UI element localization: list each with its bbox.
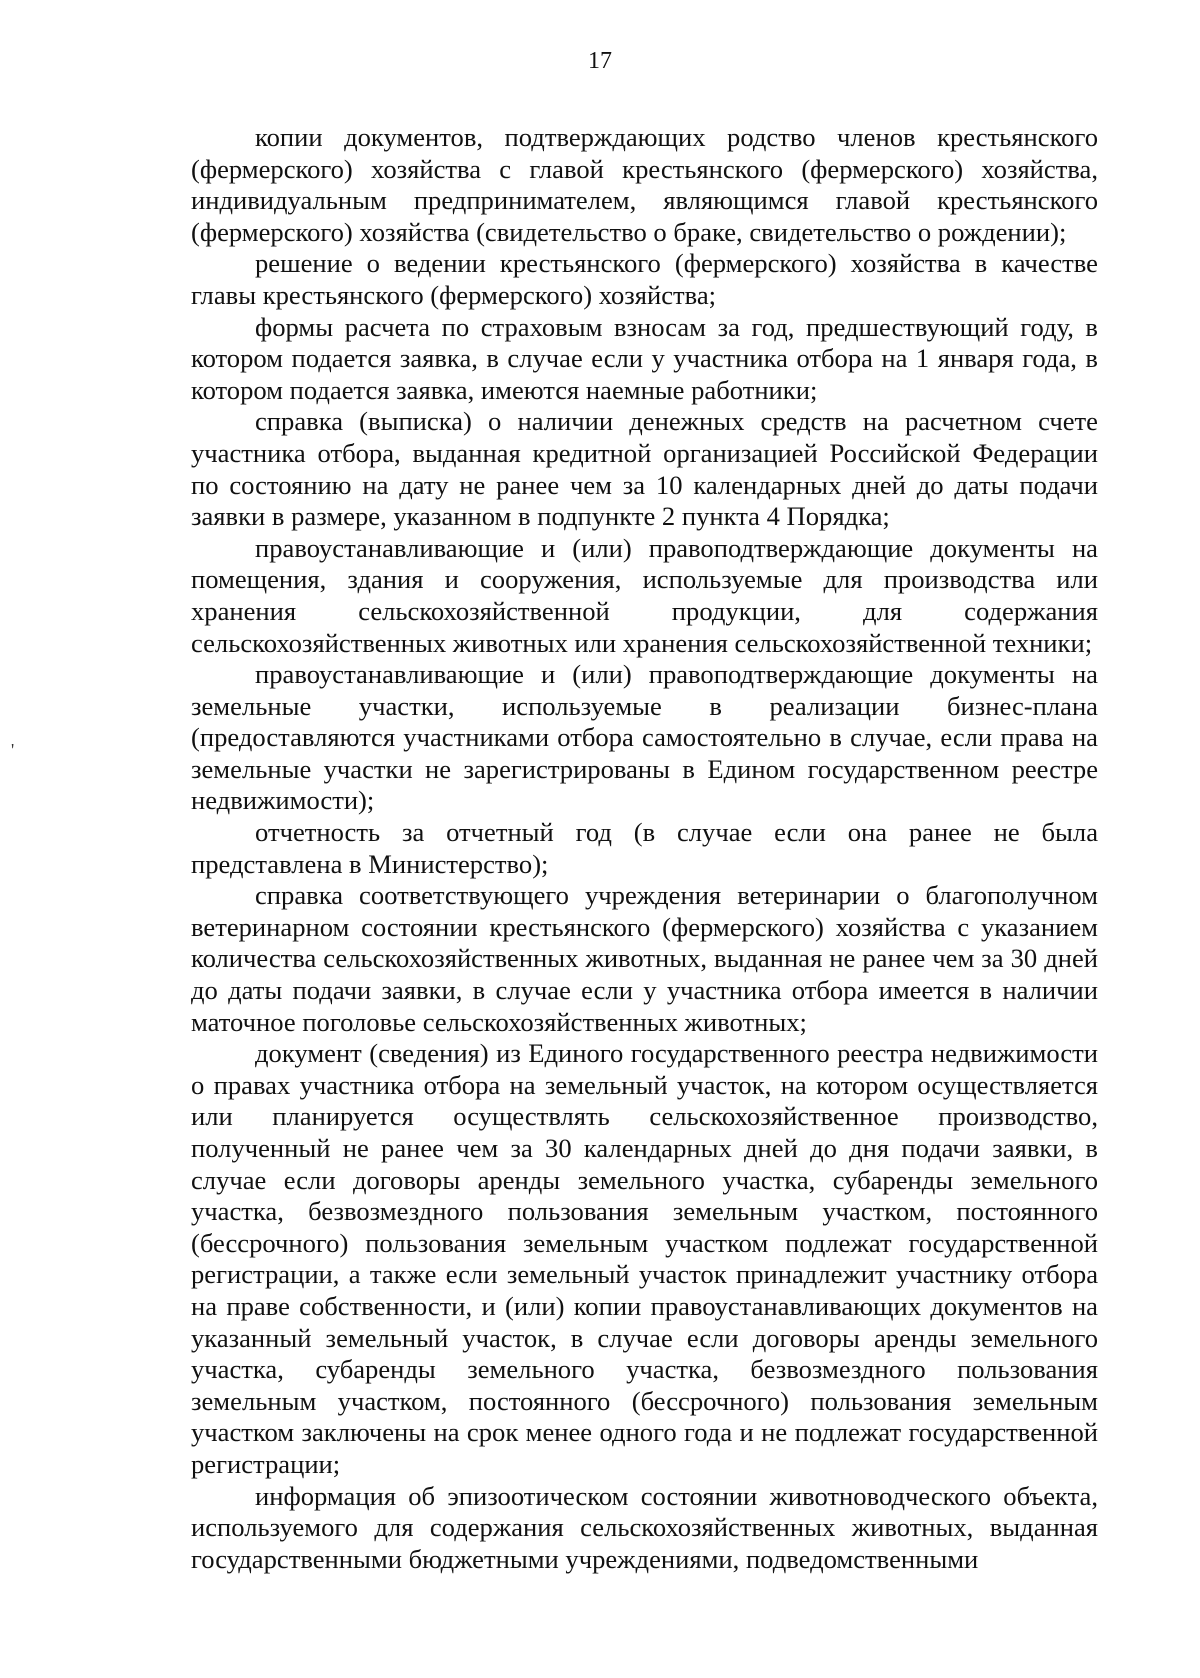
paragraph-premises-documents: правоустанавливающие и (или) правоподтверждающие документы на помещения, здания и сооружения, используемые для производства или хранения сельскохозяйственной продукции, для содержания сельскохозяйственных животных или хранения сельскохозяйственной техники;: [191, 532, 1098, 658]
margin-mark: ': [11, 740, 15, 760]
page-number: 17: [588, 48, 612, 74]
paragraph-veterinary-certificate: справка соответствующего учреждения ветеринарии о благополучном ветеринарном состоянии крестьянского (фермерского) хозяйства с указанием количества сельскохозяйственных животных, выданная не ранее чем за 30 дней до даты подачи заявки, в случае если у участника отбора имеется в наличии маточное поголовье сельскохозяйственных животных;: [191, 880, 1098, 1037]
paragraph-registry-extract: документ (сведения) из Единого государственного реестра недвижимости о правах участника отбора на земельный участок, на котором осуществляется или планируется осуществлять сельскохозяйственное производство, полученный не ранее чем за 30 календарных дней до дня подачи заявки, в случае если договоры аренды земельного участка, субаренды земельного участка, безвозмездного пользования земельным участком, постоянного (бессрочного) пользования земельным участком подлежат государственной регистрации, а также если земельный участок принадлежит участнику отбора на праве собственности, и (или) копии правоустанавливающих документов на указанный земельный участок, в случае если договоры аренды земельного участка, субаренды земельного участка, безвозмездного пользования земельным участком, постоянного (бессрочного) пользования земельным участком заключены на срок менее одного года и не подлежат государственной регистрации;: [191, 1038, 1098, 1479]
paragraph-land-documents: правоустанавливающие и (или) правоподтверждающие документы на земельные участки, используемые в реализации бизнес-плана (предоставляются участниками отбора самостоятельно в случае, если права на земельные участки не зарегистрированы в Едином государственном реестре недвижимости);: [191, 659, 1098, 816]
paragraph-kinship-documents: копии документов, подтверждающих родство членов крестьянского (фермерского) хозяйства с главой крестьянского (фермерского) хозяйства, индивидуальным предпринимателем, являющимся главой крестьянского (фермерского) хозяйства (свидетельство о браке, свидетельство о рождении);: [191, 122, 1098, 247]
paragraph-farm-decision: решение о ведении крестьянского (фермерского) хозяйства в качестве главы крестьянского (фермерского) хозяйства;: [191, 248, 1098, 310]
paragraph-epizootic-info: информация об эпизоотическом состоянии животноводческого объекта, используемого для содержания сельскохозяйственных животных, выданная государственными бюджетными учреждениями, подведомственными: [191, 1480, 1098, 1574]
document-body: [191, 122, 1098, 1575]
paragraph-insurance-forms: формы расчета по страховым взносам за год, предшествующий году, в котором подается заявка, в случае если у участника отбора на 1 января года, в котором подается заявка, имеются наемные работники;: [191, 311, 1098, 405]
paragraph-bank-statement: справка (выписка) о наличии денежных средств на расчетном счете участника отбора, выданная кредитной организацией Российской Федерации по состоянию на дату не ранее чем за 10 календарных дней до даты подачи заявки в размере, указанном в подпункте 2 пункта 4 Порядка;: [191, 406, 1098, 532]
paragraph-annual-report: отчетность за отчетный год (в случае если она ранее не была представлена в Министерство);: [191, 817, 1098, 879]
